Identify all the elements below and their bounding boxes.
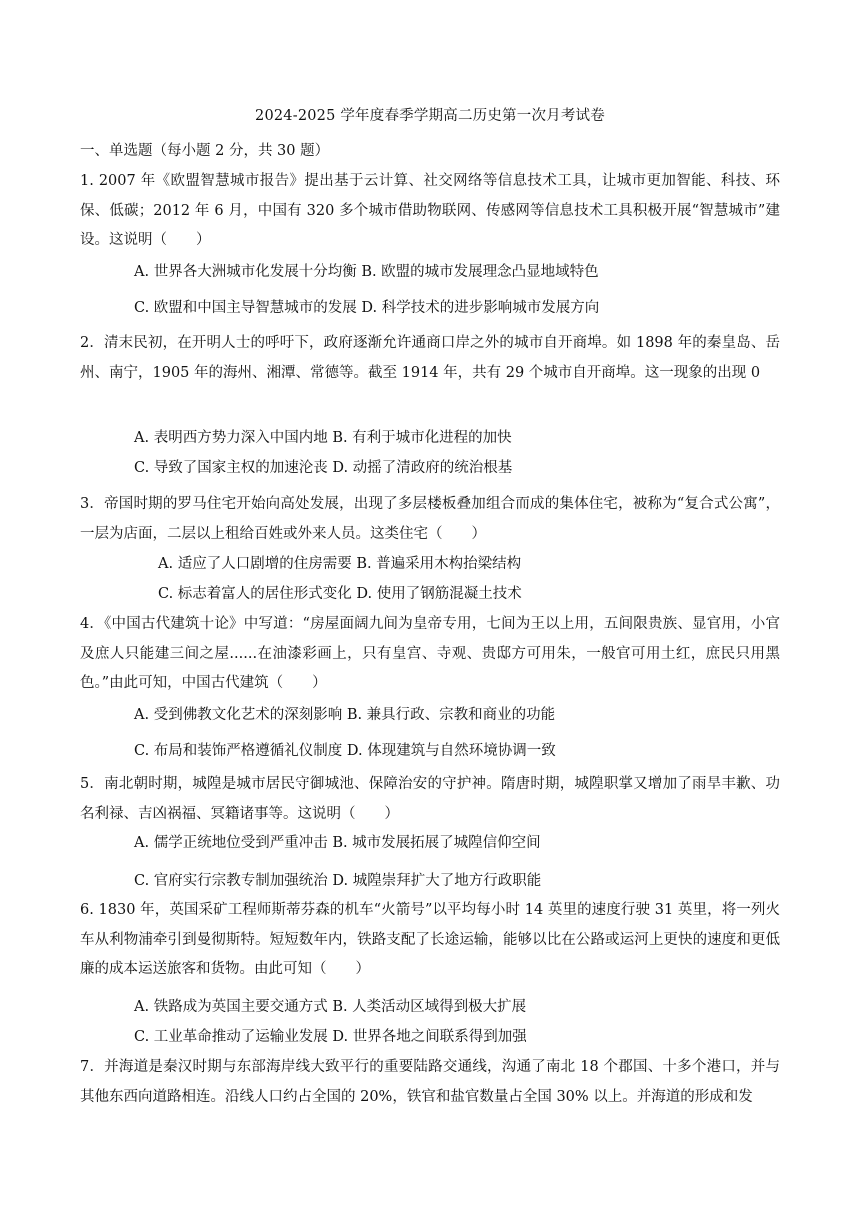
- question-1-options-row-2: [134, 296, 599, 317]
- question-4-option-b: B. 兼具行政、宗教和商业的功能: [346, 707, 556, 723]
- question-5-option-a: A. 儒学正统地位受到严重冲击: [134, 835, 328, 851]
- question-2-option-b: B. 有利于城市化进程的加快: [332, 430, 512, 446]
- question-5-stem: 5．南北朝时期，城隍是城市居民守御城池、保障治安的守护神。隋唐时期，城隍职掌又增加了雨旱丰歉、功名利禄、吉凶祸福、冥籍诸事等。这说明（ ）: [80, 776, 780, 822]
- question-2-option-d: D. 动摇了清政府的统治根基: [332, 460, 513, 476]
- question-6-options-row-1: [134, 995, 526, 1016]
- question-2-option-c: C. 导致了国家主权的加速沦丧: [134, 460, 328, 476]
- question-3-stem: 3．帝国时期的罗马住宅开始向高处发展，出现了多层楼板叠加组合而成的集体住宅，被称为“复合式公寓”，一层为店面，二层以上租给百姓或外来人员。这类住宅（ ）: [80, 496, 780, 542]
- question-1-option-b: B. 欧盟的城市发展理念凸显地域特色: [361, 264, 599, 280]
- question-2-options-row-2: [134, 456, 512, 477]
- question-3-option-b: B. 普遍采用木构抬梁结构: [356, 556, 522, 572]
- question-5-option-d: D. 城隍崇拜扩大了地方行政职能: [332, 873, 542, 889]
- question-3-option-d: D. 使用了钢筋混凝土技术: [356, 586, 522, 602]
- question-1-option-c: C. 欧盟和中国主导智慧城市的发展: [134, 300, 357, 316]
- question-3-option-a: A. 适应了人口剧增的住房需要: [158, 556, 352, 572]
- question-5-option-b: B. 城市发展拓展了城隍信仰空间: [332, 835, 541, 851]
- question-6-stem: 6. 1830 年，英国采矿工程师斯蒂芬森的机车“火箭号”以平均每小时 14 英里的速度行驶 31 英里，将一列火车从利物浦牵引到曼彻斯特。短短数年内，铁路支配了长途运输，能够以比在公路或运河上更快的速度和更低廉的成本运送旅客和货物。由此可知（ ）: [80, 902, 780, 977]
- question-4-option-a: A. 受到佛教文化艺术的深刻影响: [134, 707, 343, 723]
- question-1-options-row-1: [134, 260, 599, 281]
- question-3-options-row-2: [158, 582, 522, 603]
- question-4-options-row-1: [134, 703, 555, 724]
- question-5-options-row-1: [134, 831, 541, 852]
- question-3-options-row-1: [158, 552, 521, 573]
- question-5-option-c: C. 官府实行宗教专制加强统治: [134, 873, 328, 889]
- question-1-option-a: A. 世界各大洲城市化发展十分均衡: [134, 264, 357, 280]
- question-2-options-row-1: [134, 426, 512, 447]
- section-heading: 一、单选题（每小题 2 分，共 30 题）: [80, 143, 330, 159]
- question-7-stem: 7．并海道是秦汉时期与东部海岸线大致平行的重要陆路交通线，沟通了南北 18 个郡国、十多个港口，并与其他东西向道路相连。沿线人口约占全国的 20%，铁官和盐官数量占全国 30% 以上。并海道的形成和发: [80, 1059, 780, 1105]
- question-4-options-row-2: [134, 739, 556, 760]
- question-4-option-d: D. 体现建筑与自然环境协调一致: [346, 743, 556, 759]
- question-3-option-c: C. 标志着富人的居住形式变化: [158, 586, 352, 602]
- question-4-stem: 4．《中国古代建筑十论》中写道：“房屋面阔九间为皇帝专用，七间为王以上用，五间限贵族、显官用，小官及庶人只能建三间之屋......在油漆彩画上，只有皇宫、寺观、贵邸方可用朱，一般官可用土红，庶民只用黑色。”由此可知，中国古代建筑（ ）: [80, 616, 780, 691]
- question-1-stem: 1. 2007 年《欧盟智慧城市报告》提出基于云计算、社交网络等信息技术工具，让城市更加智能、科技、环保、低碳；2012 年 6 月，中国有 320 多个城市借助物联网、传感网等信息技术工具积极开展“智慧城市”建设。这说明（ ）: [80, 173, 780, 248]
- question-6-options-row-2: [134, 1025, 527, 1046]
- question-6-option-a: A. 铁路成为英国主要交通方式: [134, 999, 328, 1015]
- question-6-option-b: B. 人类活动区域得到极大扩展: [332, 999, 527, 1015]
- question-1-option-d: D. 科学技术的进步影响城市发展方向: [361, 300, 600, 316]
- exam-title: 2024-2025 学年度春季学期高二历史第一次月考试卷: [255, 108, 605, 124]
- question-2-stem: 2．清末民初，在开明人士的呼吁下，政府逐渐允许通商口岸之外的城市自开商埠。如 1898 年的秦皇岛、岳州、南宁，1905 年的海州、湘潭、常德等。截至 1914 年，共有 29 个城市自开商埠。这一现象的出现 0: [80, 335, 780, 381]
- question-2-option-a: A. 表明西方势力深入中国内地: [134, 430, 328, 446]
- question-6-option-c: C. 工业革命推动了运输业发展: [134, 1029, 328, 1045]
- question-4-option-c: C. 布局和装饰严格遵循礼仪制度: [134, 743, 343, 759]
- question-5-options-row-2: [134, 869, 541, 890]
- question-6-option-d: D. 世界各地之间联系得到加强: [332, 1029, 527, 1045]
